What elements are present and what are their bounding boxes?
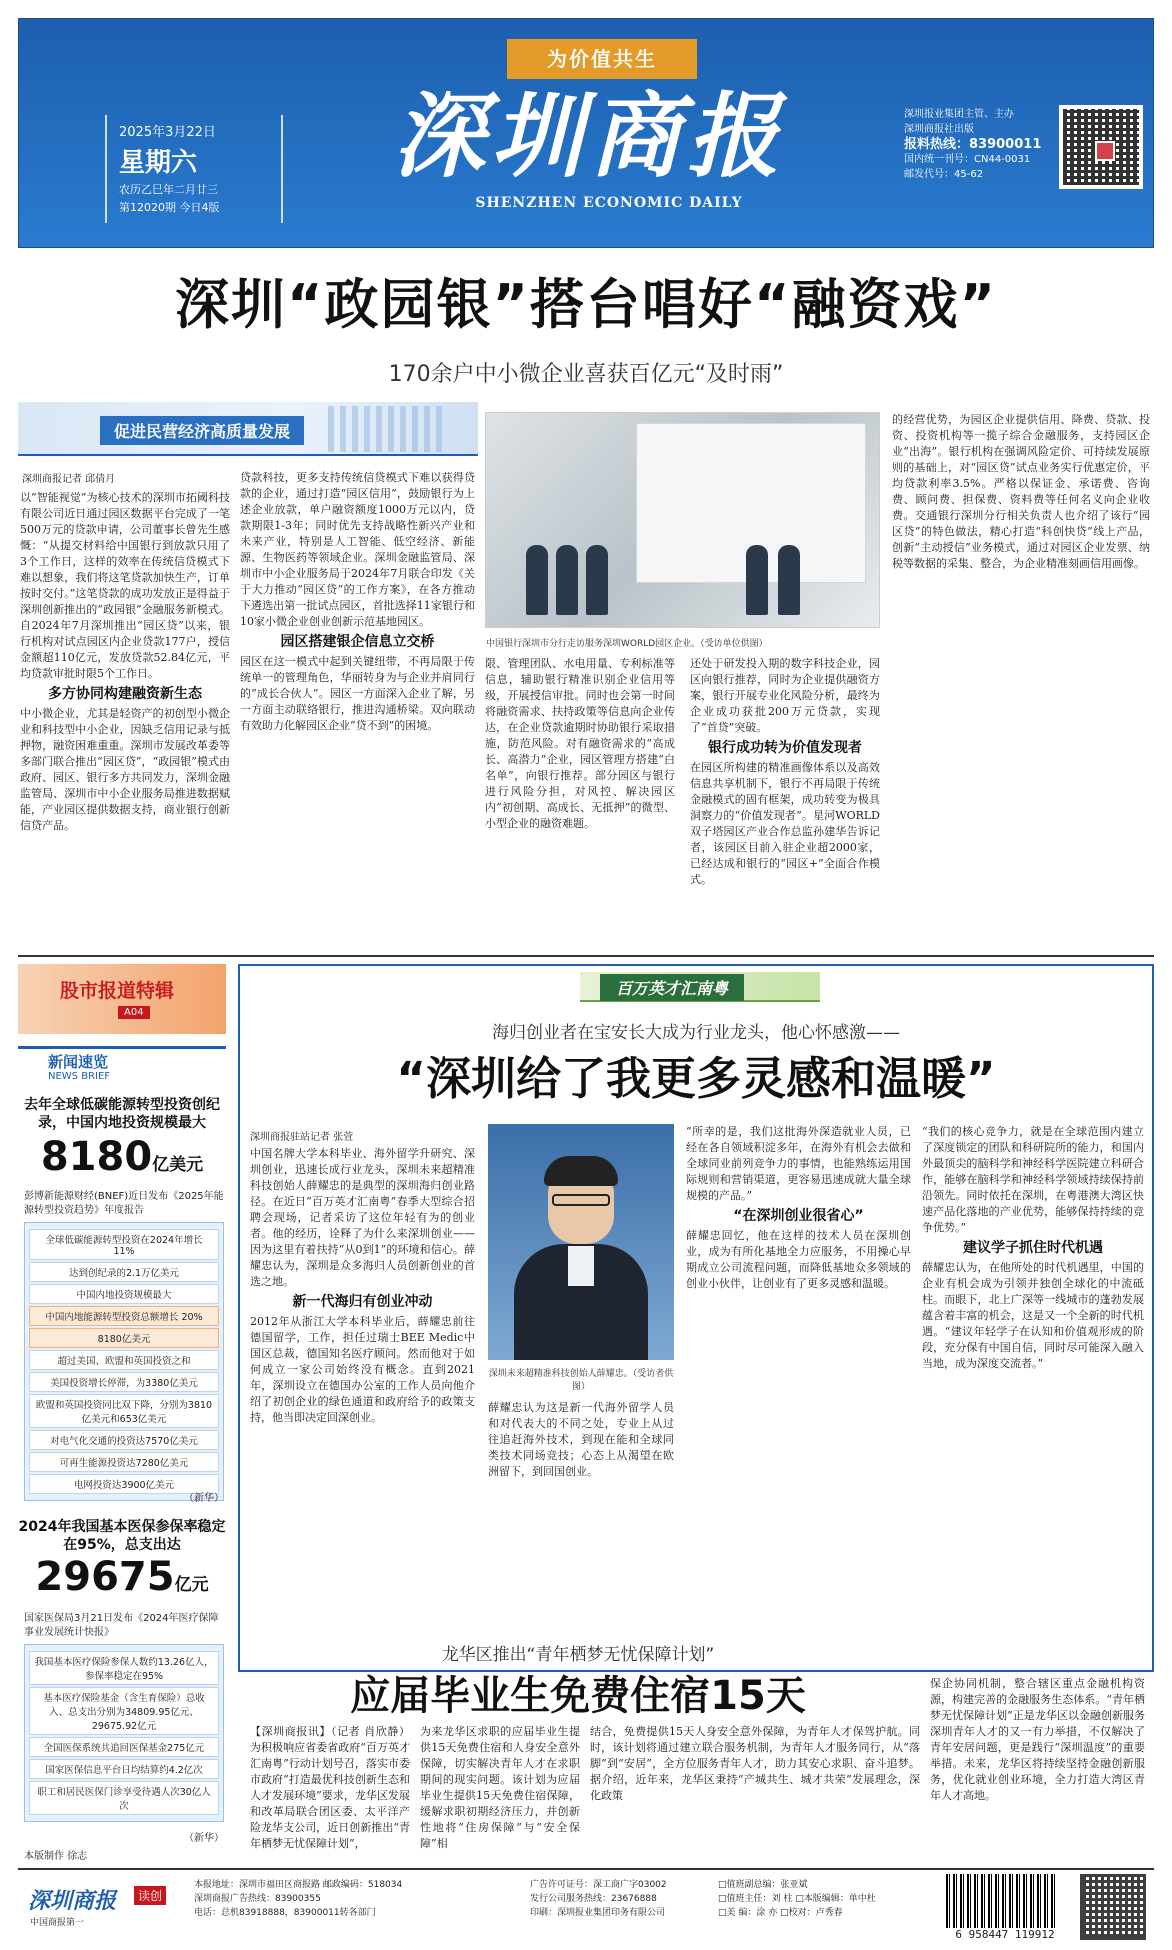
story3-col2-text: 为来龙华区求职的应届毕业生提供15天免费住宿和人身安全意外保障，切实解决青年人才在求职期间的现实问题。该计划为应届毕业生提供15天免费住宿保障，缓解求职初期经济压力，并创新性地将“住房保障”与“安全保障”相 [420, 1725, 580, 1850]
brief1-row: 欧盟和英国投资同比双下降，分别为3810亿美元和653亿美元 [29, 1394, 219, 1428]
news-brief-header [18, 1046, 226, 1086]
brief2-row: 全国医保系统共追回医保基金275亿元 [29, 1737, 219, 1757]
story2-col4b-text: 薛耀忠认为，在他所处的时代机遇里，中国的企业有机会成为引领并独创全球化的中流砥柱。而眼下，北上广深等一线城市的蓬勃发展蕴含着丰富的机会，这是又一个全新的时代机遇。“建议年轻学子在认知和价值观形成的阶段，充分保有中国自信，同时尽可能深入融入当地，成为深度交流者。” [922, 1261, 1144, 1370]
newspaper-title-en: SHENZHEN ECONOMIC DAILY [475, 195, 743, 211]
footer-addr-3: 电话：总机83918888，83900011转各部门 [194, 1908, 376, 1918]
story1-photo-caption: 中国银行深圳市分行走访服务深圳WORLD园区企业。（受访单位供图） [486, 639, 768, 649]
cn-number: 国内统一刊号：CN44-0031 [904, 154, 1031, 165]
brief2-row: 基本医疗保险基金（含生育保险）总收入、总支出分别为34809.95亿元、29675.92亿元 [29, 1687, 219, 1735]
barcode-number: 6 958447 119912 [955, 1928, 1055, 1941]
main-headline: 深圳“政园银”搭台唱好“融资戏” [175, 273, 997, 336]
story2-headline: “深圳给了我更多灵感和温暖” [396, 1052, 996, 1105]
news-brief-en: NEWS BRIEF [48, 1071, 111, 1082]
story2-col1-text: 中国名牌大学本科毕业、海外留学升研究、深圳创业，迅速长成行业龙头，深圳未来超精准科技创始人薛耀忠的是典型的深圳海归创业路径。在近日“百万英才汇南粤”春季大型综合招聘会现场，记者采访了这位年轻有为的创业者。他的经历，诠释了为什么来深圳创业——因为这里有着扶持“从0到1”的环境和信心。薛耀忠认为，深圳是众多海归人员创新创业的首选之地。 [250, 1147, 475, 1288]
date-box [105, 115, 283, 223]
story1-column-5 [892, 412, 1150, 952]
sidebar-banner[interactable] [18, 964, 226, 1034]
story1-col1-text: 以“智能视觉”为核心技术的深圳市拓阈科技有限公司近日通过园区数据平台完成了一笔500万元的贷款申请，公司董事长曾先生感慨：“从提交材料给中国银行到放款只用了3个工作日，这样的效率在传统信贷模式下难以想象，我们将这笔贷款加快生产，订单按时交付。”这笔贷款的成功发放正是得益于深圳创新推出的“政园银”金融服务新模式。自2024年7月深圳推出“园区贷”以来，银行机构对试点园区内企业贷款177户，授信金额超110亿元，发放贷款52.84亿元，平均贷款审批时限5个工作日。 [20, 491, 230, 680]
footer-staff-1: □值班副总编：张亚斌 [718, 1880, 808, 1890]
brief1-row: 电网投资达3900亿美元 [29, 1474, 219, 1494]
footer-ad-2: 发行公司服务热线：23676888 [530, 1894, 657, 1904]
brief1-credit: （新华） [184, 1493, 224, 1504]
column-banner [18, 402, 478, 456]
story2-tag-label: 百万英才汇南粤 [600, 974, 744, 1001]
story2-column-4 [922, 1124, 1144, 1636]
story3-col3-text: 结合，免费提供15天人身安全意外保障，为青年人才保驾护航。同时，该计划将通过建立联合服务机制，为青年人才服务同行，从“落脚”到“安居”，全方位服务青年人才，助力其安心求职、奋斗追梦。据介绍，近年来，龙华区秉持“产城共生、城才共荣”发展理念，深化政策 [590, 1725, 920, 1802]
footer-logo-tag: 读创 [134, 1886, 166, 1905]
story1-col4b-text: 在园区所构建的精准画像体系以及高效信息共享机制下，银行不再局限于传统金融模式的固有框架，成功转变为极具洞察力的“价值发现者”。星河WORLD双子塔园区产业合作总监孙建华告诉记者，该园区目前入驻企业超2000家，已经达成和银行的“园区+”全面合作模式。 [690, 761, 880, 886]
main-subheadline: 170余户中小微企业喜获百亿元“及时雨” [388, 362, 784, 387]
story1-col2b-text: 园区在这一模式中起到关键纽带，不再局限于传统单一的管理角色，华丽转身为与企业并肩同行的“成长合伙人”。园区一方面深入企业了解，另一方面主动联络银行，推进沟通桥梁。双向联动有效助力化解园区企业“贷不到”的困境。 [240, 655, 475, 732]
brief2-info-box [24, 1644, 224, 1822]
news-brief-title: 新闻速览 [48, 1053, 109, 1071]
story1-photo [485, 412, 880, 628]
story2-col3b-text: 薛耀忠回忆，他在这样的技术人员在深圳创业，成为有所化基地全力应服务，不用操心早期成立公司流程问题，而降低基地众多领域的创业小伙伴，让创业有了更多灵感和温暖。 [686, 1229, 911, 1290]
footer [18, 1868, 1154, 1942]
section-divider [18, 955, 1154, 957]
story2-subhead-3: 建议学子抓住时代机遇 [963, 1240, 1103, 1256]
story3-column-2 [420, 1724, 580, 1864]
footer-ad-3: 印刷：深圳报业集团印务有限公司 [530, 1908, 666, 1918]
story1-col3-text: 限、管理团队、水电用量、专利标准等信息，辅助银行精准识别企业信用等级，开展授信审批。同时也会第一时间将融资需求、扶持政策等信息向企业传达，在企业贷款逾期时协助银行采取措施，防范风险。对有融资需求的“高成长、高潜力”企业，园区管理方搭建“白名单”，向银行推荐。部分园区与银行进行风险分担，对风控、解决园区内“初创期、高成长、无抵押”的微型、小型企业的融资难题。 [485, 657, 675, 830]
brief1-number [18, 1134, 226, 1180]
brief1-row: 中国内地能源转型投资总额增长 20% [29, 1306, 219, 1326]
footer-staff-3: □美 编：涂 亦 □校对：卢秀春 [718, 1908, 843, 1918]
story1-column-3 [485, 656, 675, 956]
brief2-row: 职工和居民医保门诊享受待遇人次30亿人次 [29, 1781, 219, 1815]
brief2-number-unit: 亿元 [174, 1575, 209, 1595]
story3-kicker: 龙华区推出“青年栖梦无忧保障计划” [441, 1645, 715, 1665]
footer-slogan: 中国商报第一 [30, 1918, 85, 1928]
story3-col4-text: 保企协同机制，整合辖区重点金融机构资源，构建完善的金融服务生态体系。“青年栖梦无忧保障计划”正是龙华区以金融创新服务深圳青年人才的又一有力举措，不仅解决了青年安居问题，更是践行“深圳温度”的重要举措。未来，龙华区将持续坚持金融创新服务，优化就业创业环境，全力打造大湾区青年人才高地。 [930, 1677, 1145, 1802]
story2-column-1 [250, 1146, 475, 1636]
brief2-credit: （新华） [184, 1833, 224, 1844]
footer-logo: 深圳商报 [28, 1888, 117, 1914]
brief2-source: 国家医保局3月21日发布《2024年医疗保障事业发展统计快报》 [24, 1613, 219, 1638]
city-skyline-icon [328, 406, 448, 452]
publisher-info [904, 107, 1054, 182]
footer-ad-info [530, 1878, 667, 1920]
brief1-source: 彭博新能源财经(BNEF)近日发布《2025年能源转型投资趋势》年度报告 [24, 1191, 224, 1216]
issue-date: 2025年3月22日 [119, 125, 216, 140]
publisher-line-2: 深圳商报社出版 [904, 124, 974, 135]
brief1-info-box [24, 1222, 224, 1501]
story1-column-1 [20, 490, 230, 950]
brief2-number-value: 29675 [35, 1554, 175, 1600]
story1-subhead-3: 银行成功转为价值发现者 [708, 740, 862, 756]
footer-address [194, 1878, 402, 1920]
brief2-number [18, 1554, 226, 1600]
footer-addr-2: 深圳商报广告热线：83900355 [194, 1894, 321, 1904]
issue-number: 第12020期 今日4版 [119, 201, 220, 214]
qr-code-icon[interactable] [1059, 105, 1143, 189]
story2-col3-text: “所幸的是，我们这批海外深造就业人员，已经在各自领域积淀多年，在海外有机会去做和全球同业前列竞争力的事情，也能熟练运用国际规则和营销渠道，更容易迅速成就大量全球规模的产品。” [686, 1125, 911, 1202]
brief1-number-unit: 亿美元 [152, 1155, 204, 1175]
brief1-row: 8180亿美元 [29, 1328, 219, 1348]
sidebar-banner-title: 股市报道特辑 [60, 980, 175, 1002]
story2-col4-text: “我们的核心竞争力，就是在全球范围内建立了深度锁定的团队和科研院所的能力，和国内外最顶尖的脑科学和神经科学医院建立科研合作，能够在脑科学和神经科学领域持续保持前沿领先。同时依托在深圳，在粤港澳大湾区快速产品化落地的产业优势，能够保持持续的竞争优势。” [922, 1125, 1144, 1234]
footer-addr-1: 本报地址：深圳市福田区商报路 邮政编码：518034 [194, 1880, 403, 1890]
publisher-line-1: 深圳报业集团主管、主办 [904, 109, 1014, 120]
story1-col2-text: 贷款科技，更多支持传统信贷模式下难以获得贷款的企业，通过打造“园区信用”，鼓励银行为上述企业放款，单户融资额度1000万元以内，贷款期限1-3年；同时优先支持战略性新兴产业和未来产业，特别是人工智能、低空经济、新能源、生物医药等领域企业。深圳金融监管局、深圳市中小企业服务局于2024年7月联合印发《关于大力推动“园区贷”的工作方案》，在各方推动下遴选出第一批试点园区，首批选择11家银行和10家小微企业创业创新示范基地园区。 [240, 471, 475, 628]
brief1-number-value: 8180 [40, 1134, 153, 1180]
weekday: 星期六 [119, 148, 198, 178]
story1-subhead-2: 园区搭建银企信息立交桥 [280, 634, 435, 650]
story1-col5-text: 的经营优势，为园区企业提供信用、降费、贷款、投资、投资机构等一揽子综合金融服务，支持园区企业“出海”。银行机构在强调风险定价、可持续发展原则的基础上，对“园区贷”试点业务实行优惠定价，平均贷款利率3.5%。严格以保证金、承诺费、咨询费、顾问费、担保费、资料费等任何名义向企业收费。交通银行深圳分行相关负责人也介绍了该行“园区贷”的特色做法，精心打造“科创快贷”线上产品，创新“主动授信”业务模式，通过对园区企业发票、纳税等数据的采集、整合，为企业精准刻画信用画像。 [892, 413, 1150, 570]
story2-col2-text: 薛耀忠认为这是新一代海外留学人员和对代表大的不同之处，专业上从过往追赶海外技术，到现在能和全球同类技术同场竞技；心态上从渴望在欧洲留下，到回国创业。 [488, 1401, 674, 1478]
story1-column-2 [240, 470, 475, 950]
page-editor: 本版制作 徐志 [24, 1851, 88, 1862]
story2-tag [580, 972, 820, 1002]
brief1-headline: 去年全球低碳能源转型投资创纪录，中国内地投资规模最大 [24, 1097, 220, 1131]
brief1-row: 对电气化交通的投资达7570亿美元 [29, 1430, 219, 1450]
story1-column-4 [690, 656, 880, 956]
column-banner-label: 促进民营经济高质量发展 [100, 416, 304, 445]
hotline: 报料热线：83900011 [904, 137, 1042, 152]
lunar-date: 农历乙巳年二月廿三 [119, 183, 218, 196]
story2-byline: 深圳商报驻站记者 张萱 [250, 1132, 354, 1143]
story1-byline: 深圳商报记者 邱倩月 [22, 474, 116, 485]
brief1-row: 美国投资增长停滞，为3380亿美元 [29, 1372, 219, 1392]
story2-col1b-text: 2012年从浙江大学本科毕业后，薛耀忠前往德国留学，工作，担任过瑞士BEE Medic中国区总裁，德国知名医疗顾问。然而他对于如何成立一家公司始终没有概念。直到2021年，深圳设立在德国办公室的工作人员向他介绍了初创企业的绿色通道和政府给予的政策支持，他当即决定回深创业。 [250, 1315, 475, 1424]
brief2-row: 国家医保信息平台日均结算约4.2亿次 [29, 1759, 219, 1779]
brief1-row: 达到创纪录的2.1万亿美元 [29, 1262, 219, 1282]
story2-kicker: 海归创业者在宝安长大成为行业龙头，他心怀感激—— [492, 1023, 900, 1043]
story2-photo-caption: 深圳未来超精准科技创始人薛耀忠。（受访者供图） [488, 1369, 674, 1392]
story1-subhead-1: 多方协同构建融资新生态 [48, 686, 202, 702]
brief1-row: 全球低碳能源转型投资在2024年增长 11% [29, 1229, 219, 1260]
story3-column-4 [930, 1676, 1145, 1864]
brief1-row: 可再生能源投资达7280亿美元 [29, 1452, 219, 1472]
story3-column-1 [250, 1724, 410, 1864]
story1-col4-text: 还处于研发投入期的数字科技企业，园区向银行推荐，同时为企业提供融资方案，银行开展专业化风险分析，最终为企业成功获批200万元贷款，实现了“首贷”突破。 [690, 657, 880, 734]
footer-ad-1: 广告许可证号：深工商广字03002 [530, 1880, 667, 1890]
footer-staff [718, 1878, 876, 1920]
footer-qr-code-icon[interactable] [1080, 1874, 1146, 1940]
masthead-slogan: 为价值共生 [507, 39, 697, 79]
story2-column-3 [686, 1124, 911, 1636]
story2-subhead-1: 新一代海归有创业冲动 [292, 1294, 433, 1310]
story3-col1-text: 【深圳商报讯】（记者 肖欣静）为积极响应省委省政府“百万英才汇南粤”行动计划号召，落实市委市政府“打造最优科技创新生态和人才发展环境”要求，龙华区发展和改革局联合团区委、太平洋产险龙华支公司，近日创新推出“青年栖梦无忧保障计划”， [250, 1725, 410, 1850]
story3-headline: 应届毕业生免费住宿15天 [350, 1673, 806, 1719]
story2-column-2 [488, 1400, 674, 1636]
newspaper-title: 深圳商报 [392, 82, 785, 190]
postal-code: 邮发代号：45-62 [904, 169, 984, 180]
brief1-row: 中国内地投资规模最大 [29, 1284, 219, 1304]
story1-col1b-text: 中小微企业，尤其是轻资产的初创型小微企业和科技型中小企业，因缺乏信用记录与抵押物，融资困难重重。深圳市发展改革委等多部门联合推出“园区贷”，“政园银”模式由政府、园区、银行多方共同发力，深圳金融监管局、深圳市中小企业服务局推进数据赋能，产业园区提供数据支持，商业银行创新信贷产品。 [20, 707, 230, 832]
brief2-row: 我国基本医疗保险参保人数约13.26亿人，参保率稳定在95% [29, 1651, 219, 1685]
story3-column-3 [590, 1724, 920, 1864]
masthead [18, 18, 1154, 248]
sidebar-banner-page: A04 [118, 1006, 150, 1019]
footer-staff-2: □值班主任：刘 柱 □本版编辑：单中杜 [718, 1894, 876, 1904]
brief2-headline: 2024年我国基本医保参保率稳定在95%，总支出达 [18, 1519, 226, 1553]
brief1-row: 超过美国、欧盟和英国投资之和 [29, 1350, 219, 1370]
story2-subhead-2: “在深圳创业很省心” [733, 1208, 864, 1224]
barcode-icon [946, 1874, 1056, 1928]
story2-portrait [488, 1124, 674, 1360]
